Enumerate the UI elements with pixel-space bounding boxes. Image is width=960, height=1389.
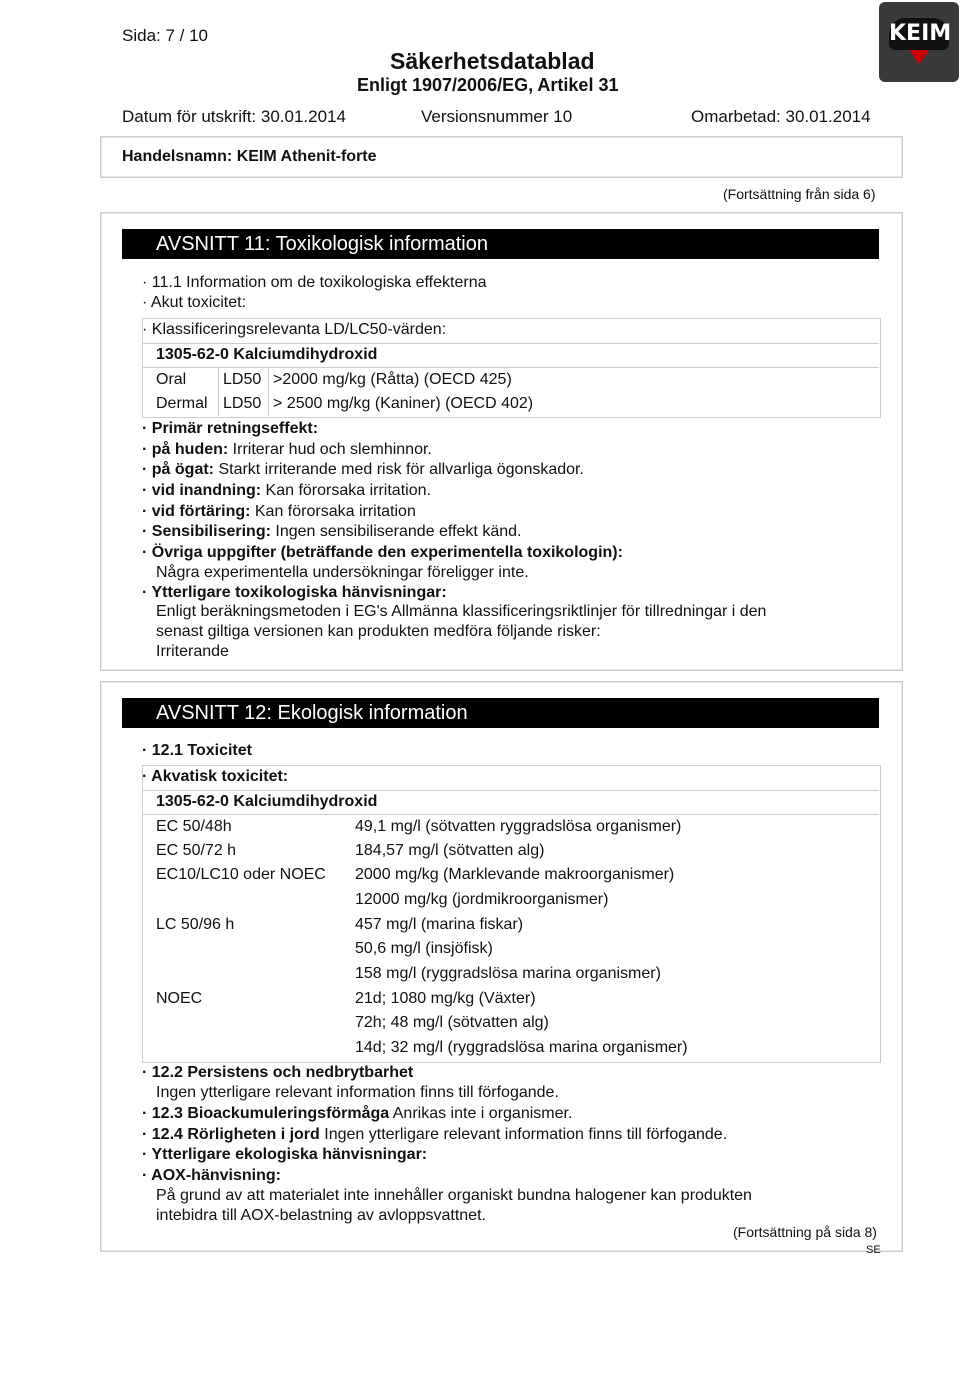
other-info-text: Några experimentella undersökningar föreligger inte. — [156, 564, 529, 581]
aox-label: · AOX-hänvisning: — [142, 1167, 281, 1184]
s12-2-text: Ingen ytterligare relevant information finns till förfogande. — [156, 1084, 559, 1101]
aquatic-row-label: LC 50/96 h — [156, 916, 235, 933]
trade-name: Handelsnamn: KEIM Athenit-forte — [122, 148, 377, 165]
table-divider — [142, 814, 879, 815]
s12-1-heading: · 12.1 Toxicitet — [142, 742, 252, 759]
aquatic-toxicity-label: · Akvatisk toxicitet: — [142, 768, 289, 785]
aquatic-substance-name: 1305-62-0 Kalciumdihydroxid — [156, 793, 378, 810]
aquatic-row-value: 49,1 mg/l (sötvatten ryggradslösa organismer) — [355, 818, 682, 835]
value-oral: >2000 mg/kg (Råtta) (OECD 425) — [273, 371, 512, 388]
aquatic-row-label: EC 50/48h — [156, 818, 232, 835]
skin-line: · på huden: Irriterar hud och slemhinnor. — [142, 441, 432, 458]
document-subtitle: Enligt 1907/2006/EG, Artikel 31 — [357, 75, 619, 95]
logo-text: KEIM — [889, 21, 952, 46]
keim-logo — [879, 2, 959, 82]
aquatic-row-label: EC10/LC10 oder NOEC — [156, 866, 326, 883]
aox-line2: intebidra till AOX-belastning av avloppsvattnet. — [156, 1207, 486, 1224]
s12-3-line: · 12.3 Bioackumuleringsförmåga Anrikas inte i organismer. — [142, 1105, 573, 1122]
acute-toxicity-label: · Akut toxicitet: — [142, 294, 247, 311]
aquatic-row-value: 72h; 48 mg/l (sötvatten alg) — [355, 1014, 549, 1031]
further-tox-line3: Irriterande — [156, 643, 229, 660]
s12-2-heading: · 12.2 Persistens och nedbrytbarhet — [142, 1064, 414, 1081]
inhalation-line: · vid inandning: Kan förorsaka irritation. — [142, 482, 431, 499]
version-number: Versionsnummer 10 — [421, 107, 573, 126]
revised-date: Omarbetad: 30.01.2014 — [691, 107, 871, 126]
aquatic-row-value: 457 mg/l (marina fiskar) — [355, 916, 524, 933]
primary-irritation-label: · Primär retningseffekt: — [142, 420, 319, 437]
continued-from: (Fortsättning från sida 6) — [723, 186, 876, 202]
aquatic-row-value: 14d; 32 mg/l (ryggradslösa marina organismer) — [355, 1039, 688, 1056]
aquatic-row-label: NOEC — [156, 990, 203, 1007]
sensitization-line: · Sensibilisering: Ingen sensibiliserande effekt känd. — [142, 523, 522, 540]
table-divider — [142, 367, 879, 368]
further-tox-line2: senast giltiga versionen kan produkten medföra följande risker: — [156, 623, 601, 640]
s12-4-line: · 12.4 Rörligheten i jord Ingen ytterligare relevant information finns till förfogande. — [142, 1126, 728, 1143]
table-divider — [268, 368, 269, 416]
aquatic-row-label: EC 50/72 h — [156, 842, 237, 859]
aquatic-row-value: 12000 mg/kg (jordmikroorganismer) — [355, 891, 609, 908]
type-oral: LD50 — [223, 371, 262, 388]
route-oral: Oral — [156, 371, 187, 388]
language-code: SE — [866, 1244, 881, 1256]
route-dermal: Dermal — [156, 395, 208, 412]
continued-on: (Fortsättning på sida 8) — [733, 1224, 877, 1240]
s11-1-heading: · 11.1 Information om de toxikologiska effekterna — [142, 274, 487, 291]
aquatic-row-value: 158 mg/l (ryggradslösa marina organismer) — [355, 965, 661, 982]
value-dermal: > 2500 mg/kg (Kaniner) (OECD 402) — [273, 395, 534, 412]
substance-name: 1305-62-0 Kalciumdihydroxid — [156, 346, 378, 363]
table-divider — [142, 343, 879, 344]
further-tox-label: · Ytterligare toxikologiska hänvisningar: — [142, 584, 447, 601]
table-divider — [218, 368, 219, 416]
classification-label: · Klassificeringsrelevanta LD/LC50-värden: — [142, 321, 447, 338]
section-12-heading: AVSNITT 12: Ekologisk information — [122, 698, 879, 728]
type-dermal: LD50 — [223, 395, 262, 412]
aquatic-row-value: 2000 mg/kg (Marklevande makroorganismer) — [355, 866, 675, 883]
print-date: Datum för utskrift: 30.01.2014 — [122, 107, 346, 126]
section-11-heading: AVSNITT 11: Toxikologisk information — [122, 229, 879, 259]
table-divider — [142, 790, 879, 791]
page-number: Sida: 7 / 10 — [122, 26, 209, 45]
aox-line1: På grund av att materialet inte innehåller organiskt bundna halogener kan produkten — [156, 1187, 752, 1204]
aquatic-row-value: 21d; 1080 mg/kg (Växter) — [355, 990, 536, 1007]
other-info-label: · Övriga uppgifter (beträffande den experimentella toxikologin): — [142, 544, 623, 561]
further-tox-line1: Enligt beräkningsmetoden i EG's Allmänna klassificeringsriktlinjer för tillredningar i den — [156, 603, 767, 620]
further-eco-label: · Ytterligare ekologiska hänvisningar: — [142, 1146, 428, 1163]
aquatic-row-value: 184,57 mg/l (sötvatten alg) — [355, 842, 545, 859]
eye-line: · på ögat: Starkt irriterande med risk för allvarliga ögonskador. — [142, 461, 584, 478]
ingestion-line: · vid förtäring: Kan förorsaka irritation — [142, 503, 416, 520]
aquatic-row-value: 50,6 mg/l (insjöfisk) — [355, 940, 493, 957]
document-title: Säkerhetsdatablad — [390, 48, 595, 74]
